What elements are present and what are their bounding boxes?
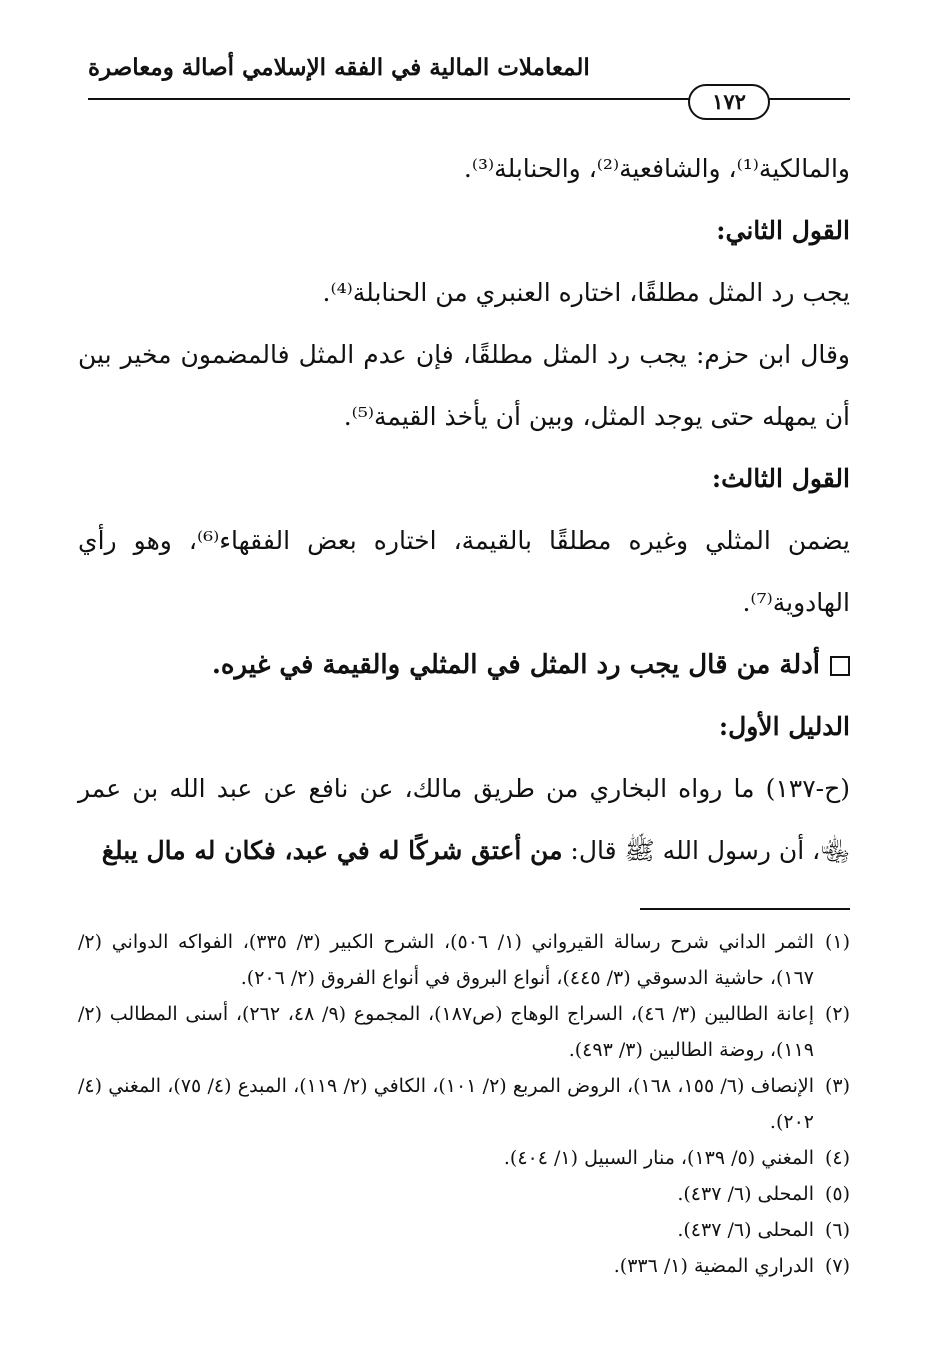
footnote-rule <box>640 908 850 910</box>
footnotes <box>78 924 850 1284</box>
section-heading-evidence: أدلة من قال يجب رد المثل في المثلي والقيمة في غيره. <box>78 634 850 696</box>
footnote: (٤) المغني (٥/ ١٣٩)، منار السبيل (١/ ٤٠٤). <box>503 1147 850 1169</box>
paragraph-second-opinion: يجب رد المثل مطلقًا، اختاره العنبري من الحنابلة⁽⁴⁾. <box>322 278 850 307</box>
heading-third-opinion: القول الثالث: <box>711 464 850 493</box>
footnote: (٣) الإنصاف (٦/ ١٥٥، ١٦٨)، الروض المربع (٢/ ١٠١)، الكافي (٢/ ١١٩)، المبدع (٤/ ٧٥)، المغني (٤/ ٢٠٢). <box>78 1075 850 1133</box>
heading-first-evidence: الدليل الأول: <box>718 712 850 741</box>
footnote: (٢) إعانة الطالبين (٣/ ٤٦)، السراج الوهاج (ص١٨٧)، المجموع (٩/ ٤٨، ٢٦٢)، أسنى المطالب (٢/ ١١٩)، روضة الطالبين (٣/ ٤٩٣). <box>78 1003 850 1061</box>
footnote: (١) الثمر الداني شرح رسالة القيرواني (١/ ٥٠٦)، الشرح الكبير (٣/ ٣٣٥)، الفواكه الدواني (٢/ ١٦٧)، حاشية الدسوقي (٣/ ٤٤٥)، أنواع البروق في أنواع الفروق (٢/ ٢٠٦). <box>78 931 850 989</box>
square-bullet-icon <box>830 656 850 676</box>
page-number: ١٧٢ <box>688 84 770 120</box>
heading-second-opinion: القول الثاني: <box>716 216 850 245</box>
running-header-title: المعاملات المالية في الفقه الإسلامي أصالة ومعاصرة <box>88 54 590 81</box>
paragraph-schools: والمالكية⁽¹⁾، والشافعية⁽²⁾، والحنابلة⁽³⁾. <box>463 154 850 183</box>
paragraph-hadith: (ح-١٣٧) ما رواه البخاري من طريق مالك، عن نافع عن عبد الله بن عمر ﵄، أن رسول الله ﷺ قال: من أعتق شركًا له في عبد، فكان له مال يبلغ <box>78 774 850 865</box>
footnote: (٦) المحلى (٦/ ٤٣٧). <box>677 1219 850 1241</box>
main-text <box>78 138 850 882</box>
footnote: (٥) المحلى (٦/ ٤٣٧). <box>677 1183 850 1205</box>
paragraph-third-opinion: يضمن المثلي وغيره مطلقًا بالقيمة، اختاره بعض الفقهاء⁽⁶⁾، وهو رأي الهادوية⁽⁷⁾. <box>78 526 850 617</box>
footnote: (٧) الدراري المضية (١/ ٣٣٦). <box>613 1255 850 1277</box>
hadith-text: من أعتق شركًا له في عبد، فكان له مال يبلغ <box>101 836 563 865</box>
paragraph-ibn-hazm: وقال ابن حزم: يجب رد المثل مطلقًا، فإن عدم المثل فالمضمون مخير بين أن يمهله حتى يوجد المثل، وبين أن يأخذ القيمة⁽⁵⁾. <box>78 340 850 431</box>
